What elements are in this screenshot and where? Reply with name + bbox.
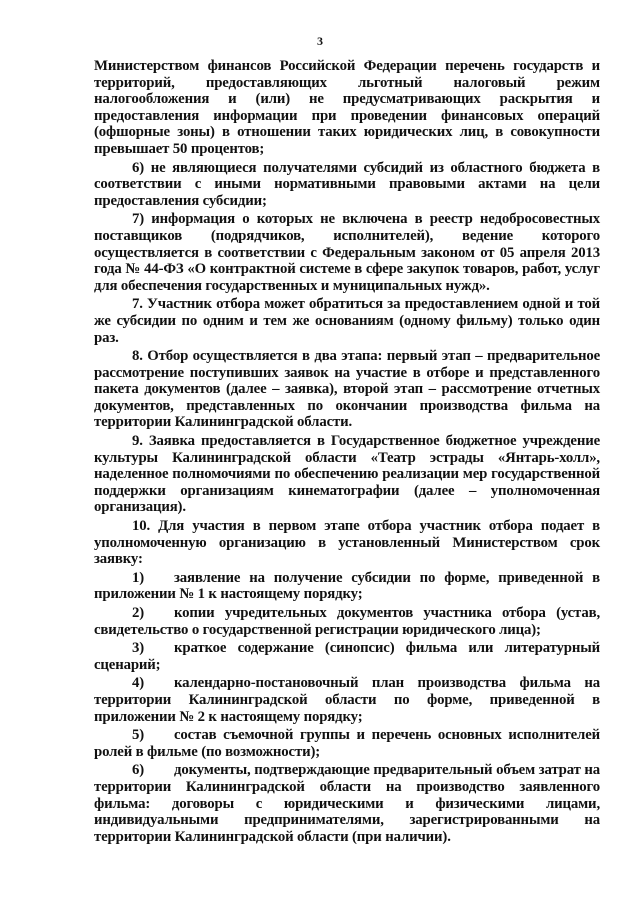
list-item-number: 3)	[132, 640, 145, 657]
list-item-text: календарно-постановочный план производства фильма на территории Калининградской области по форме, приведенной в приложении № 2 к настоящему порядку;	[94, 675, 600, 725]
list-item-number: 6)	[132, 762, 145, 779]
list-item-number: 1)	[132, 569, 145, 586]
paragraph-clause-10: 10. Для участия в первом этапе отбора участник отбора подает в уполномоченную организацию в установленный Министерством срок заявку:	[94, 518, 600, 568]
list-item	[94, 640, 600, 673]
list-item-text: документы, подтверждающие предварительный объем затрат на территории Калининградской области на производство заявленного фильма: договоры с юридическими и физическими лицами, индивидуальными предпринимателями, зарегистрированными на территории Калининградской области (при наличии).	[94, 762, 600, 845]
paragraph-subitem-6: 6) не являющиеся получателями субсидий из областного бюджета в соответствии с иными нормативными правовыми актами на цели предоставления субсидии;	[94, 159, 600, 209]
paragraph-clause-9: 9. Заявка предоставляется в Государственное бюджетное учреждение культуры Калининградской области «Театр эстрады «Янтарь-холл», наделенное полномочиями по обеспечению реализации мер государственной поддержки организациям кинематографии (далее – уполномоченная организация).	[94, 433, 600, 516]
list-item-number: 5)	[132, 727, 145, 744]
paragraph-clause-7: 7. Участник отбора может обратиться за предоставлением одной и той же субсидии по одним и тем же основаниям (одному фильму) только один раз.	[94, 296, 600, 346]
list-item-text: краткое содержание (синопсис) фильма или литературный сценарий;	[94, 640, 600, 673]
page-number: 3	[317, 34, 323, 48]
paragraph-subitem-7: 7) информация о которых не включена в реестр недобросовестных поставщиков (подрядчиков, исполнителей), ведение которого осуществляется в соответствии с Федеральным законом от 05 апреля 2013 года № 44-ФЗ «О контрактной системе в сфере закупок товаров, работ, услуг для обеспечения государственных и муниципальных нужд».	[94, 211, 600, 294]
list-item	[94, 605, 600, 638]
list-item	[94, 675, 600, 725]
list-item-text: копии учредительных документов участника отбора (устав, свидетельство о государственной регистрации юридического лица);	[94, 605, 600, 638]
list-item-text: заявление на получение субсидии по форме, приведенной в приложении № 1 к настоящему порядку;	[94, 569, 600, 603]
list-item-text: состав съемочной группы и перечень основных исполнителей ролей в фильме (по возможности);	[94, 727, 600, 760]
paragraph-clause-8: 8. Отбор осуществляется в два этапа: первый этап – предварительное рассмотрение поступивших заявок на участие в отборе и представленного пакета документов (далее – заявка), второй этап – рассмотрение отчетных документов, представленных по окончании производства фильма на территории Калининградской области.	[94, 348, 600, 431]
list-item	[94, 570, 600, 603]
list-item	[94, 727, 600, 760]
list-item-number: 2)	[132, 605, 145, 621]
list-item	[94, 762, 600, 845]
paragraph-continuation: Министерством финансов Российской Федерации перечень государств и территорий, предоставляющих льготный налоговый режим налогообложения и (или) не предусматривающих раскрытия и предоставления информации при проведении финансовых операций (офшорные зоны) в отношении таких юридических лиц, в совокупности превышает 50 процентов;	[94, 58, 600, 157]
list-item-number: 4)	[132, 675, 145, 692]
document-body	[94, 58, 600, 847]
